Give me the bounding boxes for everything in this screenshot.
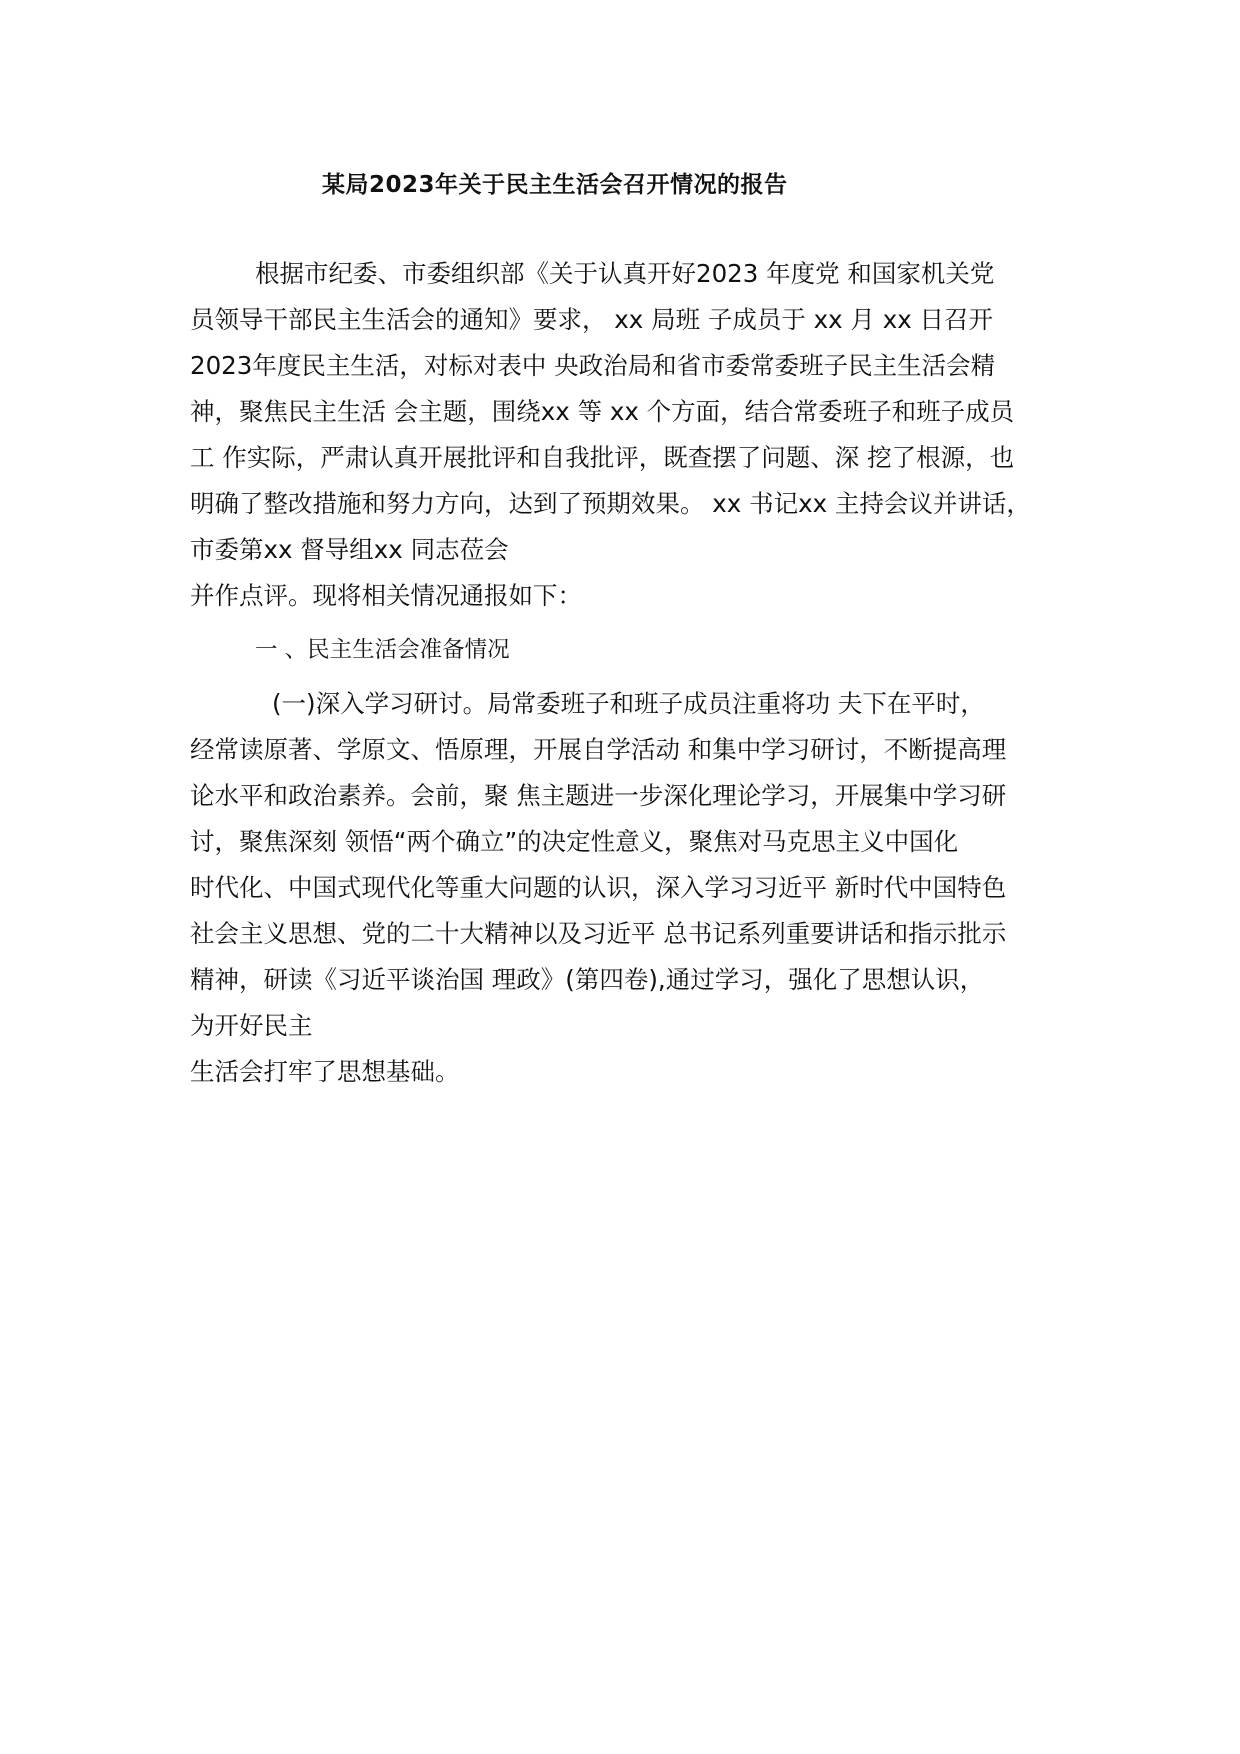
paragraph-1-line-5: 工 作实际，严肃认真开展批评和自我批评，既查摆了问题、深 挖了根源，也 xyxy=(190,443,1015,472)
paragraph-1-line-7: 市委第xx 督导组xx 同志莅会 xyxy=(190,535,509,564)
paragraph-1-line-1: 根据市纪委、市委组织部《关于认真开好2023 年度党 和国家机关党 xyxy=(255,259,995,288)
paragraph-2-line-3: 论水平和政治素养。会前，聚 焦主题进一步深化理论学习，开展集中学习研 xyxy=(190,781,1007,810)
paragraph-2-line-7: 精神，研读《习近平谈治国 理政》(第四卷),通过学习，强化了思想认识， xyxy=(190,965,985,994)
paragraph-1-line-8: 并作点评。现将相关情况通报如下： xyxy=(190,581,582,610)
paragraph-1-line-6: 明确了整改措施和努力方向，达到了预期效果。 xx 书记xx 主持会议并讲话， xyxy=(190,489,1031,518)
paragraph-2-line-4: 讨，聚焦深刻 领悟“两个确立”的决定性意义，聚焦对马克思主义中国化 xyxy=(190,827,959,856)
paragraph-2-line-9: 生活会打牢了思想基础。 xyxy=(190,1057,460,1086)
section-1-heading: 一 、民主生活会准备情况 xyxy=(255,637,510,663)
document-title: 某局2023年关于民主生活会召开情况的报告 xyxy=(322,172,788,198)
paragraph-2-line-1: (一)深入学习研讨。局常委班子和班子成员注重将功 夫下在平时， xyxy=(272,689,985,718)
paragraph-1-line-4: 神，聚焦民主生活 会主题，围绕xx 等 xx 个方面，结合常委班子和班子成员 xyxy=(190,397,1015,426)
paragraph-2-line-5: 时代化、中国式现代化等重大问题的认识，深入学习习近平 新时代中国特色 xyxy=(190,873,1007,902)
paragraph-2-line-2: 经常读原著、学原文、悟原理，开展自学活动 和集中学习研讨，不断提高理 xyxy=(190,735,1007,764)
paragraph-2-line-8: 为开好民主 xyxy=(190,1011,313,1040)
paragraph-1-line-3: 2023年度民主生活，对标对表中 央政治局和省市委常委班子民主生活会精 xyxy=(190,351,996,380)
paragraph-2-line-6: 社会主义思想、党的二十大精神以及习近平 总书记系列重要讲话和指示批示 xyxy=(190,919,1007,948)
paragraph-1-line-2: 员领导干部民主生活会的通知》要求， xx 局班 子成员于 xx 月 xx 日召开 xyxy=(190,305,994,334)
